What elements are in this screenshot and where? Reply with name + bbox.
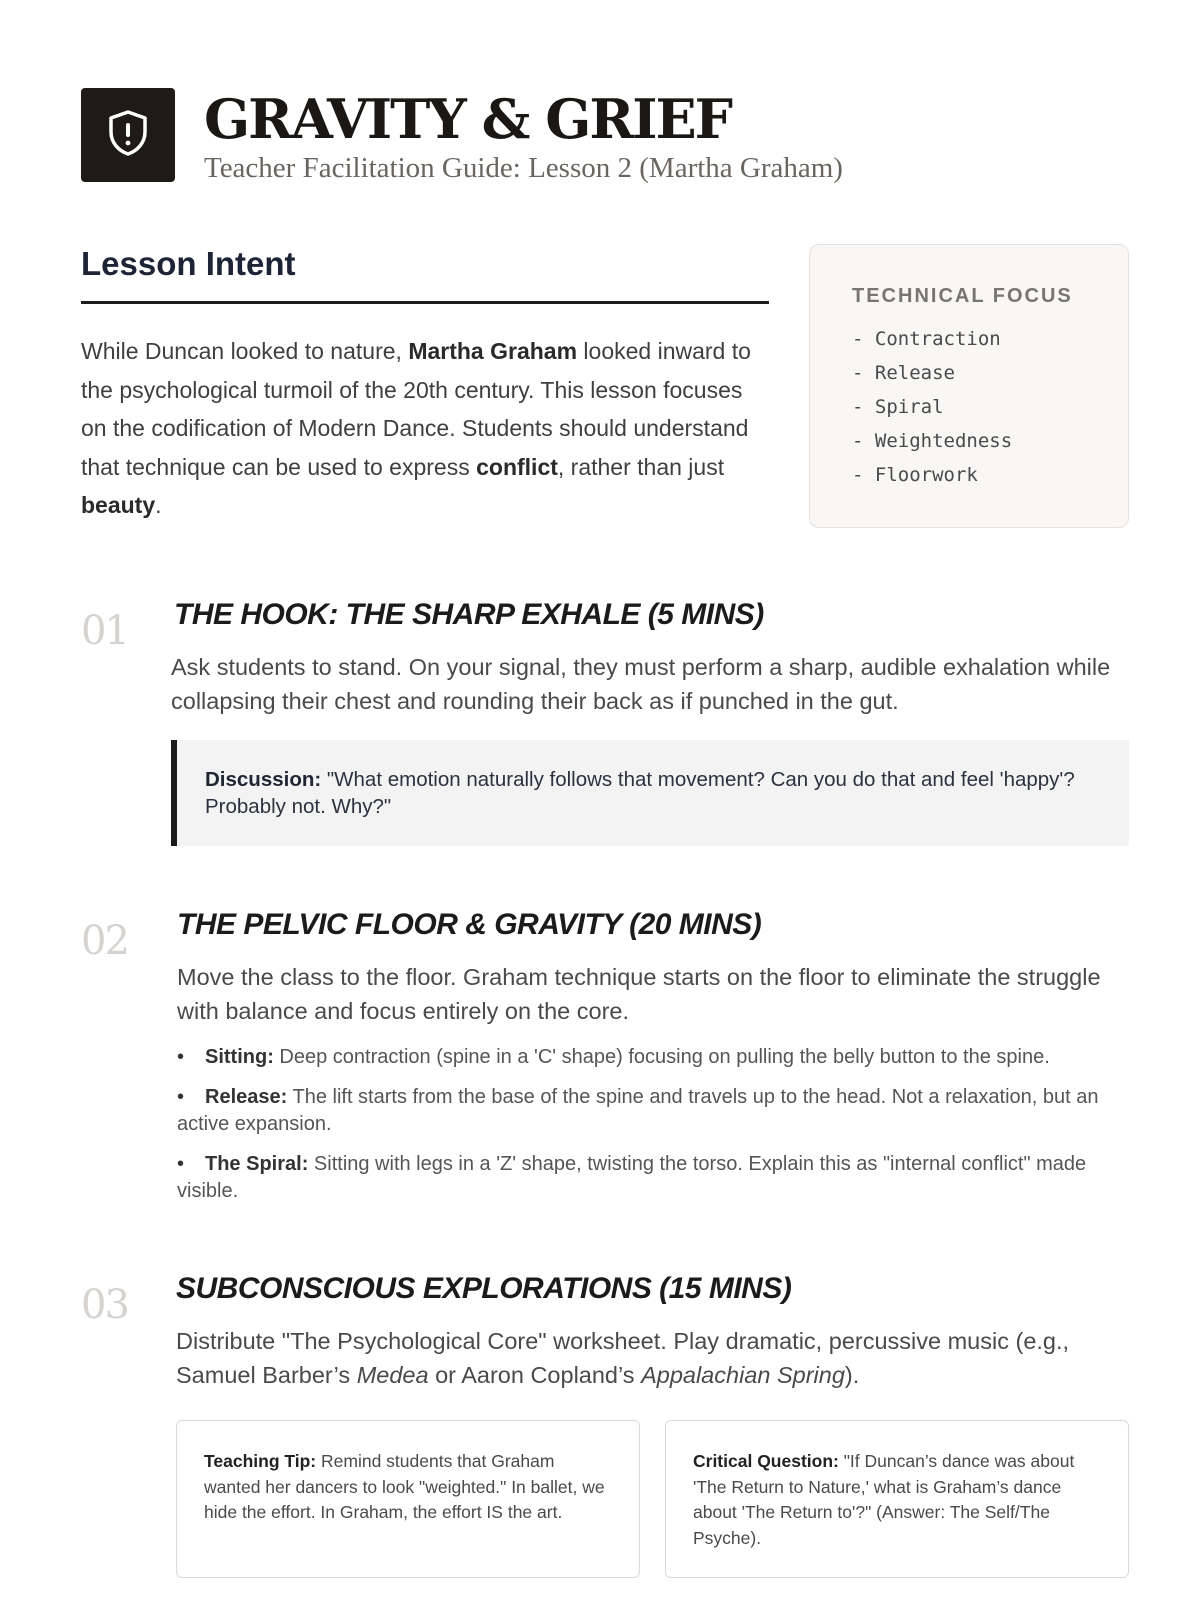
step-lead: Distribute "The Psychological Core" worksheet. Play dramatic, percussive music (e.g., Samuel Barber’s Medea or Aaron Copland’s Appalachian Spring).	[176, 1328, 1070, 1388]
step-number: 03	[81, 1282, 128, 1328]
list-item: • Release: The lift starts from the base of the spine and travels up to the head. Not a relaxation, but an active expansion.	[177, 1086, 1099, 1135]
shield-alert-icon	[105, 108, 151, 163]
technical-focus-item: - Floorwork	[852, 464, 978, 486]
header	[81, 88, 843, 185]
step-number: 02	[81, 918, 128, 964]
technical-focus-item: - Weightedness	[852, 430, 1013, 452]
technical-focus-item: - Spiral	[852, 396, 944, 418]
lesson-intent-heading: Lesson Intent	[81, 245, 769, 304]
lesson-intent-section	[81, 245, 769, 525]
step-title: THE PELVIC FLOOR & GRAVITY (20 MINS)	[177, 908, 762, 941]
step-number: 01	[81, 608, 128, 654]
page-subtitle: Teacher Facilitation Guide: Lesson 2 (Martha Graham)	[204, 152, 843, 184]
page-title: GRAVITY & GRIEF	[204, 87, 731, 151]
logo	[81, 88, 175, 182]
tip-cards	[176, 1420, 1129, 1578]
step-03	[81, 1272, 1129, 1578]
step-title: THE HOOK: THE SHARP EXHALE (5 MINS)	[174, 598, 764, 631]
technical-focus-box	[809, 244, 1129, 528]
lesson-intent-text: While Duncan looked to nature, Martha Graham looked inward to the psychological turmoil of the 20th century. This lesson focuses on the codification of Modern Dance. Students should understand that technique can be used to express conflict, rather than just beauty.	[81, 338, 751, 518]
technical-focus-item: - Release	[852, 362, 955, 384]
technique-list	[177, 1044, 1129, 1205]
step-lead: Move the class to the floor. Graham technique starts on the floor to eliminate the struggle with balance and focus entirely on the core.	[177, 964, 1101, 1024]
step-02	[81, 908, 1129, 1218]
technical-focus-title: TECHNICAL FOCUS	[852, 285, 1073, 307]
step-title: SUBCONSCIOUS EXPLORATIONS (15 MINS)	[176, 1272, 792, 1305]
teaching-tip-card: Teaching Tip: Remind students that Graham wanted her dancers to look "weighted." In ballet, we hide the effort. In Graham, the effort IS the art.	[176, 1420, 640, 1578]
discussion-callout: Discussion: "What emotion naturally follows that movement? Can you do that and feel 'happy'? Probably not. Why?"	[171, 740, 1129, 846]
list-item: • The Spiral: Sitting with legs in a 'Z' shape, twisting the torso. Explain this as "internal conflict" made visible.	[177, 1153, 1087, 1202]
list-item: • Sitting: Deep contraction (spine in a 'C' shape) focusing on pulling the belly button to the spine.	[177, 1046, 1050, 1068]
step-01	[81, 598, 1129, 846]
critical-question-card: Critical Question: "If Duncan’s dance was about 'The Return to Nature,' what is Graham’s dance about 'The Return to'?" (Answer: The Self/The Psyche).	[665, 1420, 1129, 1578]
step-lead: Ask students to stand. On your signal, they must perform a sharp, audible exhalation while collapsing their chest and rounding their back as if punched in the gut.	[171, 654, 1111, 714]
technical-focus-item: - Contraction	[852, 328, 1001, 350]
